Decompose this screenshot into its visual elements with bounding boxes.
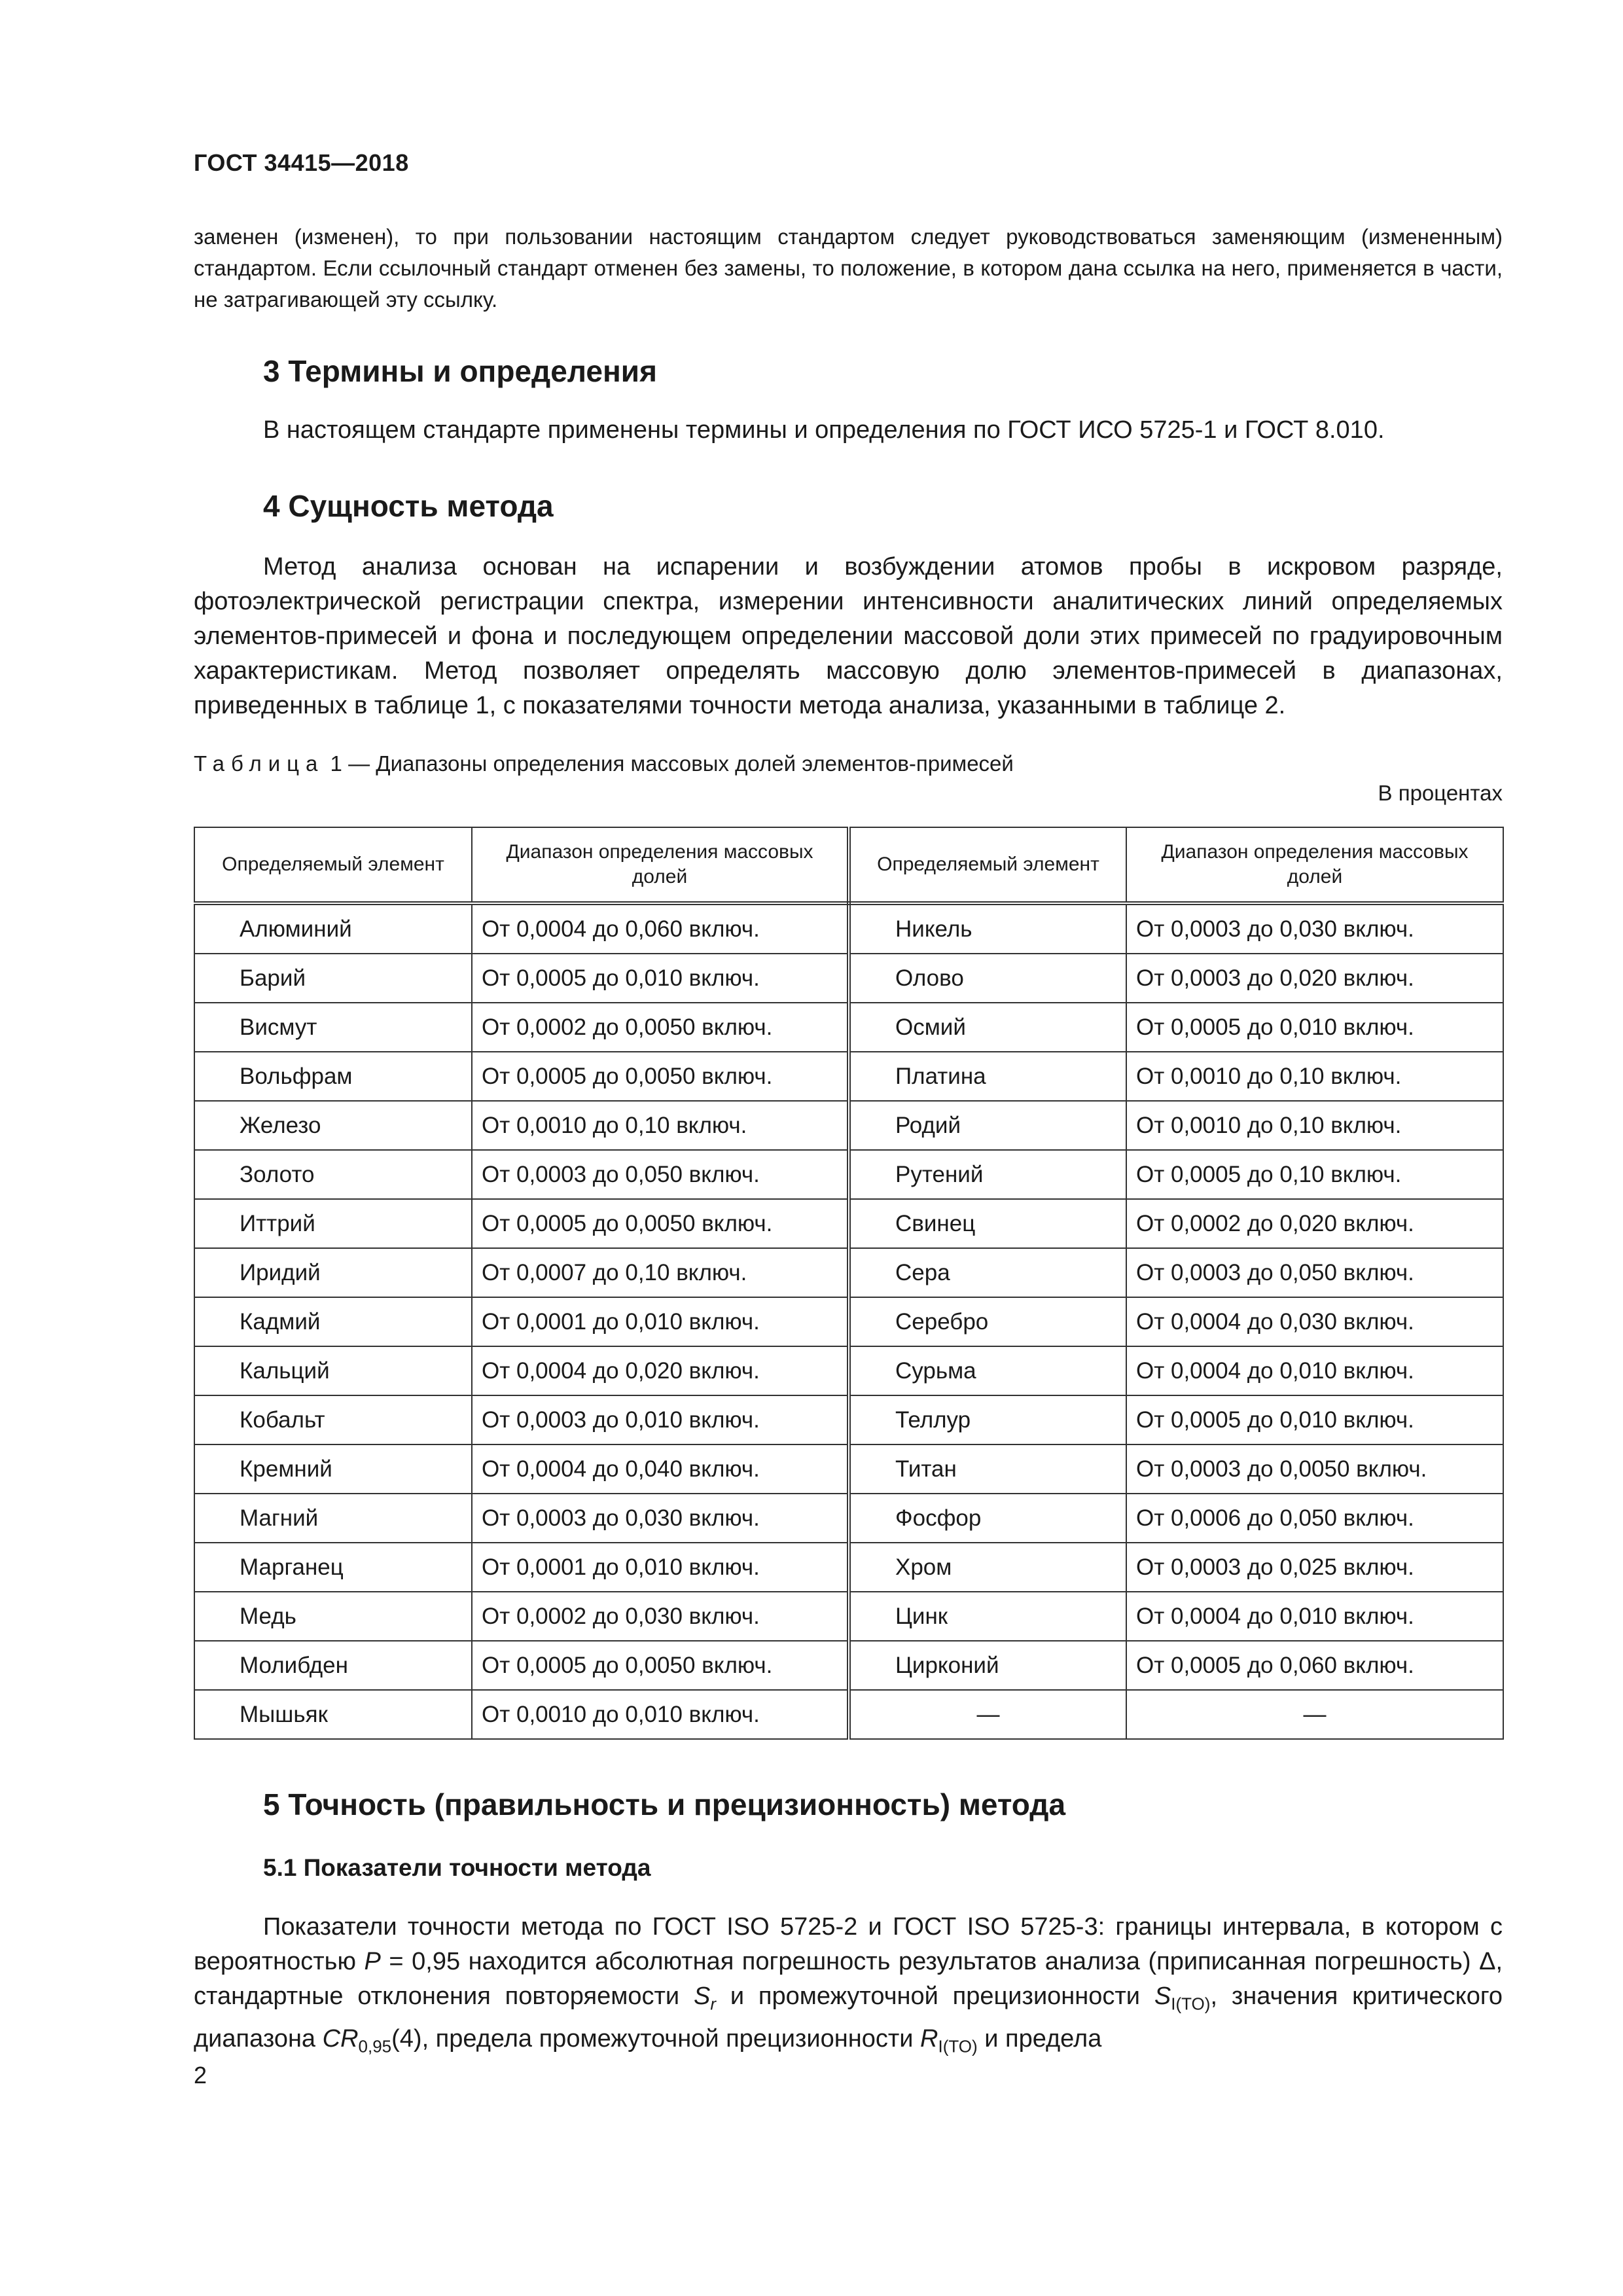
text-run: = 0,95 находится абсолютная погрешность результатов анализа (приписанная погрешность) [380,1948,1480,1975]
table-row [194,1199,1503,1248]
range-cell: От 0,0005 до 0,0050 включ. [472,1052,849,1101]
subscript-095: 0,95 [358,2036,392,2056]
element-cell: Иттрий [194,1199,472,1248]
table-row [194,1494,1503,1543]
range-cell: От 0,0005 до 0,010 включ. [1126,1395,1503,1444]
element-cell: Барий [194,954,472,1003]
table-row [194,1052,1503,1101]
range-cell: От 0,0005 до 0,010 включ. [1126,1003,1503,1052]
range-cell: От 0,0004 до 0,060 включ. [472,903,849,954]
range-cell: От 0,0002 до 0,030 включ. [472,1592,849,1641]
text-run: (4), предела промежуточной прецизионности [391,2024,921,2053]
range-cell: От 0,0005 до 0,010 включ. [472,954,849,1003]
table-row [194,1543,1503,1592]
text-run: и предела [977,2024,1102,2053]
intro-paragraph: заменен (изменен), то при пользовании настоящим стандартом следует руководствоваться заменяющим (измененным) стандартом. Если ссылочный стандарт отменен без замены, то положение, в котором дана ссылка на него, применяется в части, не затрагивающей эту ссылку. [194,224,1503,312]
subscript-ito: I(TO) [938,2036,978,2056]
element-cell: Марганец [194,1543,472,1592]
table-caption [194,751,1014,776]
symbol-r: R [920,2024,938,2053]
range-cell: От 0,0001 до 0,010 включ. [472,1543,849,1592]
element-cell: Сера [849,1248,1126,1297]
range-cell: От 0,0005 до 0,10 включ. [1126,1150,1503,1199]
range-cell: От 0,0002 до 0,020 включ. [1126,1199,1503,1248]
range-cell: От 0,0005 до 0,060 включ. [1126,1641,1503,1690]
table-body [194,903,1503,1739]
element-cell: Осмий [849,1003,1126,1052]
header-element-right: Определяемый элемент [849,827,1126,903]
table-row [194,1641,1503,1690]
element-cell: Свинец [849,1199,1126,1248]
range-cell: От 0,0005 до 0,0050 включ. [472,1641,849,1690]
symbol-s: S [693,1982,711,2010]
table-row [194,1297,1503,1346]
section-5-title: 5 Точность (правильность и прецизионность) метода [263,1787,1066,1821]
range-cell: От 0,0005 до 0,0050 включ. [472,1199,849,1248]
element-cell: Висмут [194,1003,472,1052]
range-cell: От 0,0003 до 0,010 включ. [472,1395,849,1444]
element-cell: Магний [194,1494,472,1543]
range-cell: От 0,0003 до 0,030 включ. [1126,903,1503,954]
range-cell: От 0,0002 до 0,0050 включ. [472,1003,849,1052]
table-row [194,1395,1503,1444]
range-cell: От 0,0010 до 0,10 включ. [1126,1101,1503,1150]
section-5-1-text [194,1910,1503,2064]
subscript-ito: I(TO) [1171,1994,1211,2014]
table-row [194,903,1503,954]
element-cell: Кремний [194,1444,472,1494]
table-row [194,1690,1503,1739]
element-cell: Сурьма [849,1346,1126,1395]
element-cell: Медь [194,1592,472,1641]
range-cell: От 0,0003 до 0,050 включ. [472,1150,849,1199]
text-run: Показатели точности метода по ГОСТ ISO 5725-2 и ГОСТ ISO 5725-3: границы интервала, в котором с вероятностью [194,1913,1503,1975]
table-row [194,1592,1503,1641]
table-row [194,1003,1503,1052]
section-3-title: 3 Термины и определения [263,354,657,388]
section-4-title: 4 Сущность метода [263,489,554,523]
table-units: В процентах [1378,781,1503,805]
range-cell: От 0,0004 до 0,030 включ. [1126,1297,1503,1346]
range-cell: От 0,0010 до 0,010 включ. [472,1690,849,1739]
range-cell: От 0,0003 до 0,025 включ. [1126,1543,1503,1592]
text-run: , значения критического диапазона [194,1982,1503,2053]
header-element-left: Определяемый элемент [194,827,472,903]
element-cell: Теллур [849,1395,1126,1444]
table-row [194,1444,1503,1494]
section-4-text: Метод анализа основан на испарении и возбуждении атомов пробы в искровом разряде, фотоэлектрической регистрации спектра, измерении интенсивности аналитических линий определяемых элементов-примесей и фона и последующем определении массовой доли этих примесей по градуировочным характеристикам. Метод позволяет определять массовую долю элементов-примесей в диапазонах, приведенных в таблице 1, с показателями точности метода анализа, указанными в таблице 2. [194,553,1503,719]
table-caption-text: 1 — Диапазоны определения массовых долей элементов-примесей [324,751,1014,776]
subscript-r: r [710,1994,716,2014]
element-cell: Молибден [194,1641,472,1690]
element-cell: Иридий [194,1248,472,1297]
range-cell: От 0,0003 до 0,0050 включ. [1126,1444,1503,1494]
range-cell: От 0,0004 до 0,010 включ. [1126,1592,1503,1641]
element-cell: Серебро [849,1297,1126,1346]
table-caption-label: Таблица [194,751,325,776]
element-cell: Хром [849,1543,1126,1592]
range-cell: От 0,0004 до 0,040 включ. [472,1444,849,1494]
element-cell: Фосфор [849,1494,1126,1543]
element-cell: Кобальт [194,1395,472,1444]
element-cell: Рутений [849,1150,1126,1199]
section-5-1-title: 5.1 Показатели точности метода [263,1854,651,1881]
element-cell: — [849,1690,1126,1739]
element-cell: Мышьяк [194,1690,472,1739]
section-3-text: В настоящем стандарте применены термины и определения по ГОСТ ИСО 5725-1 и ГОСТ 8.010. [263,416,1385,444]
element-cell: Кадмий [194,1297,472,1346]
range-cell: От 0,0007 до 0,10 включ. [472,1248,849,1297]
page-number: 2 [194,2062,207,2089]
element-cell: Никель [849,903,1126,954]
element-cell: Золото [194,1150,472,1199]
element-cell: Железо [194,1101,472,1150]
range-cell: От 0,0003 до 0,020 включ. [1126,954,1503,1003]
element-cell: Титан [849,1444,1126,1494]
symbol-cr: CR [322,2024,359,2053]
table-row [194,1346,1503,1395]
text-run: , стандартные отклонения повторяемости [194,1948,1503,2010]
element-cell: Вольфрам [194,1052,472,1101]
element-cell: Алюминий [194,903,472,954]
element-cell: Родий [849,1101,1126,1150]
element-cell: Кальций [194,1346,472,1395]
table-row [194,1150,1503,1199]
range-cell: От 0,0003 до 0,030 включ. [472,1494,849,1543]
symbol-p: P [364,1948,381,1975]
range-cell: От 0,0010 до 0,10 включ. [472,1101,849,1150]
range-cell: От 0,0004 до 0,020 включ. [472,1346,849,1395]
symbol-s: S [1154,1982,1171,2010]
header-range-left: Диапазон определения массовых долей [472,827,849,903]
element-cell: Олово [849,954,1126,1003]
table-row [194,1248,1503,1297]
table-row [194,954,1503,1003]
range-cell: От 0,0010 до 0,10 включ. [1126,1052,1503,1101]
range-cell: От 0,0006 до 0,050 включ. [1126,1494,1503,1543]
element-cell: Цинк [849,1592,1126,1641]
range-cell: От 0,0001 до 0,010 включ. [472,1297,849,1346]
element-cell: Цирконий [849,1641,1126,1690]
table-row [194,1101,1503,1150]
range-cell: От 0,0003 до 0,050 включ. [1126,1248,1503,1297]
header-range-right: Диапазон определения массовых долей [1126,827,1503,903]
range-cell: От 0,0004 до 0,010 включ. [1126,1346,1503,1395]
element-cell: Платина [849,1052,1126,1101]
text-run: и промежуточной прецизионности [715,1982,1154,2010]
ranges-table [194,827,1504,1740]
document-code: ГОСТ 34415—2018 [194,149,409,176]
symbol-delta: Δ [1479,1948,1496,1975]
range-cell: — [1126,1690,1503,1739]
